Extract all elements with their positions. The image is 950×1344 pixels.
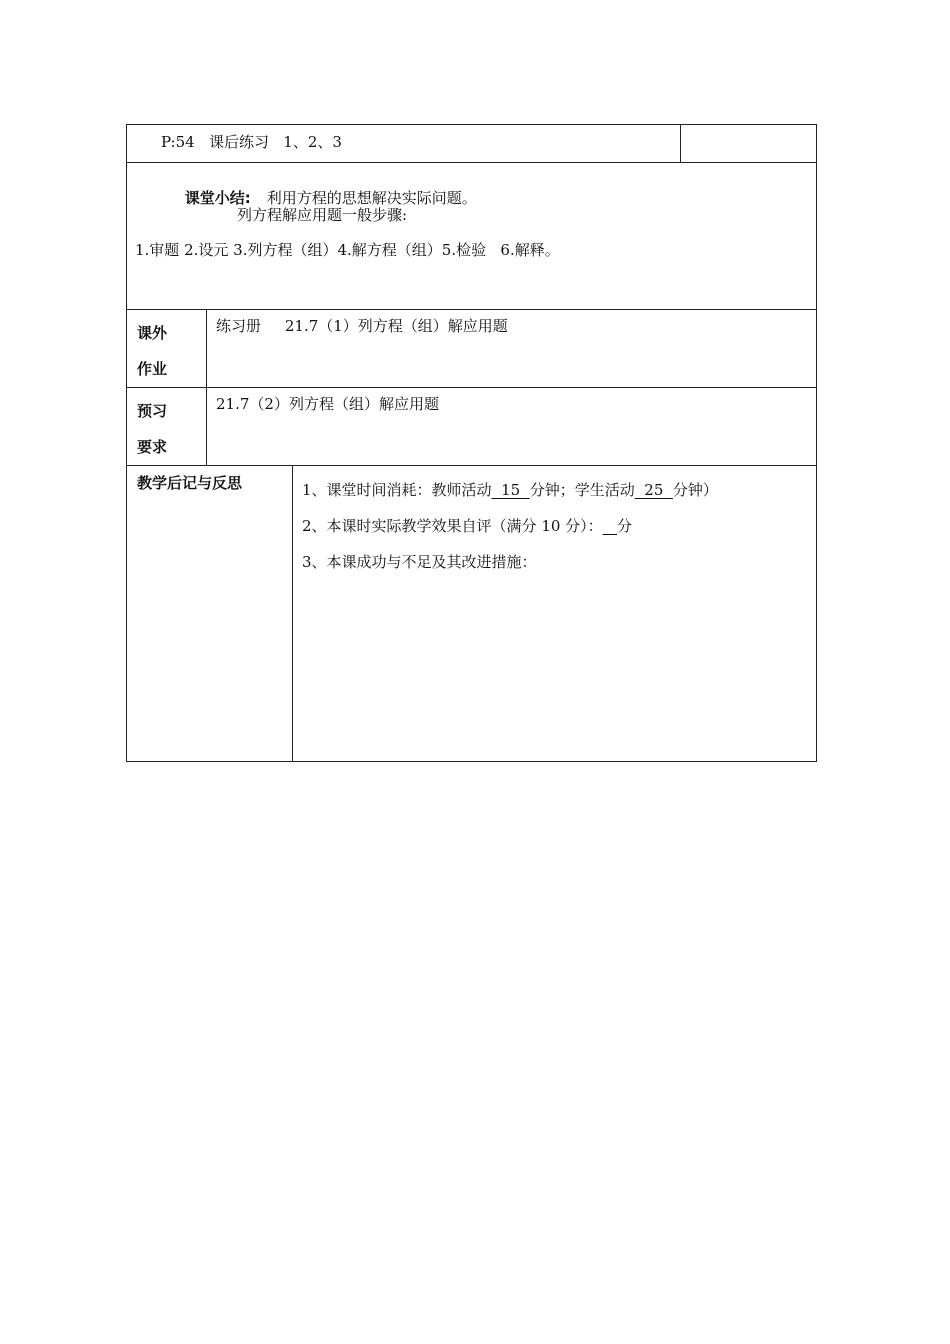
homework-label-cell: [127, 310, 207, 388]
lesson-plan-table: [126, 124, 817, 762]
reflection-label: 教学后记与反思: [137, 474, 243, 492]
exercise-text: P:54 课后练习 1、2、3: [161, 133, 342, 151]
homework-label-line-2: 作业: [137, 360, 168, 378]
preview-row: [127, 388, 817, 466]
reflection-item-1: 1、课堂时间消耗：教师活动 15 分钟；学生活动 25 分钟）: [302, 481, 718, 499]
homework-content-cell: [207, 310, 817, 388]
homework-label-line-1: 课外: [137, 324, 168, 342]
reflection-item-3: 3、本课成功与不足及其改进措施：: [302, 553, 537, 571]
homework-row: [127, 310, 817, 388]
summary-label: 课堂小结:: [184, 189, 251, 207]
preview-content-cell: [207, 388, 817, 466]
preview-label-line-1: 预习: [137, 402, 168, 420]
reflection-content-cell: [293, 466, 817, 762]
reflection-label-cell: [127, 466, 293, 762]
reflection-item-2: 2、本课时实际教学效果自评（满分 10 分）： 分: [302, 517, 632, 535]
student-minutes-value: 25: [634, 481, 673, 499]
summary-line-3: 1.审题 2.设元 3.列方程（组）4.解方程（组）5.检验 6.解释。: [135, 241, 560, 259]
preview-label-line-2: 要求: [137, 438, 168, 456]
exercise-row: [127, 125, 817, 163]
teacher-minutes-value: 15: [491, 481, 530, 499]
summary-line-1: 利用方程的思想解决实际问题。: [266, 189, 477, 207]
preview-text: 21.7（2）列方程（组）解应用题: [216, 395, 439, 413]
preview-label-cell: [127, 388, 207, 466]
self-rating-blank: [603, 517, 617, 535]
summary-cell: [127, 163, 817, 310]
homework-text: 练习册 21.7（1）列方程（组）解应用题: [216, 317, 508, 335]
summary-line-2: 列方程解应用题一般步骤:: [237, 206, 408, 224]
summary-row: [127, 163, 817, 310]
exercise-empty-cell: [681, 125, 817, 163]
reflection-row: [127, 466, 817, 762]
exercise-cell: [127, 125, 681, 163]
